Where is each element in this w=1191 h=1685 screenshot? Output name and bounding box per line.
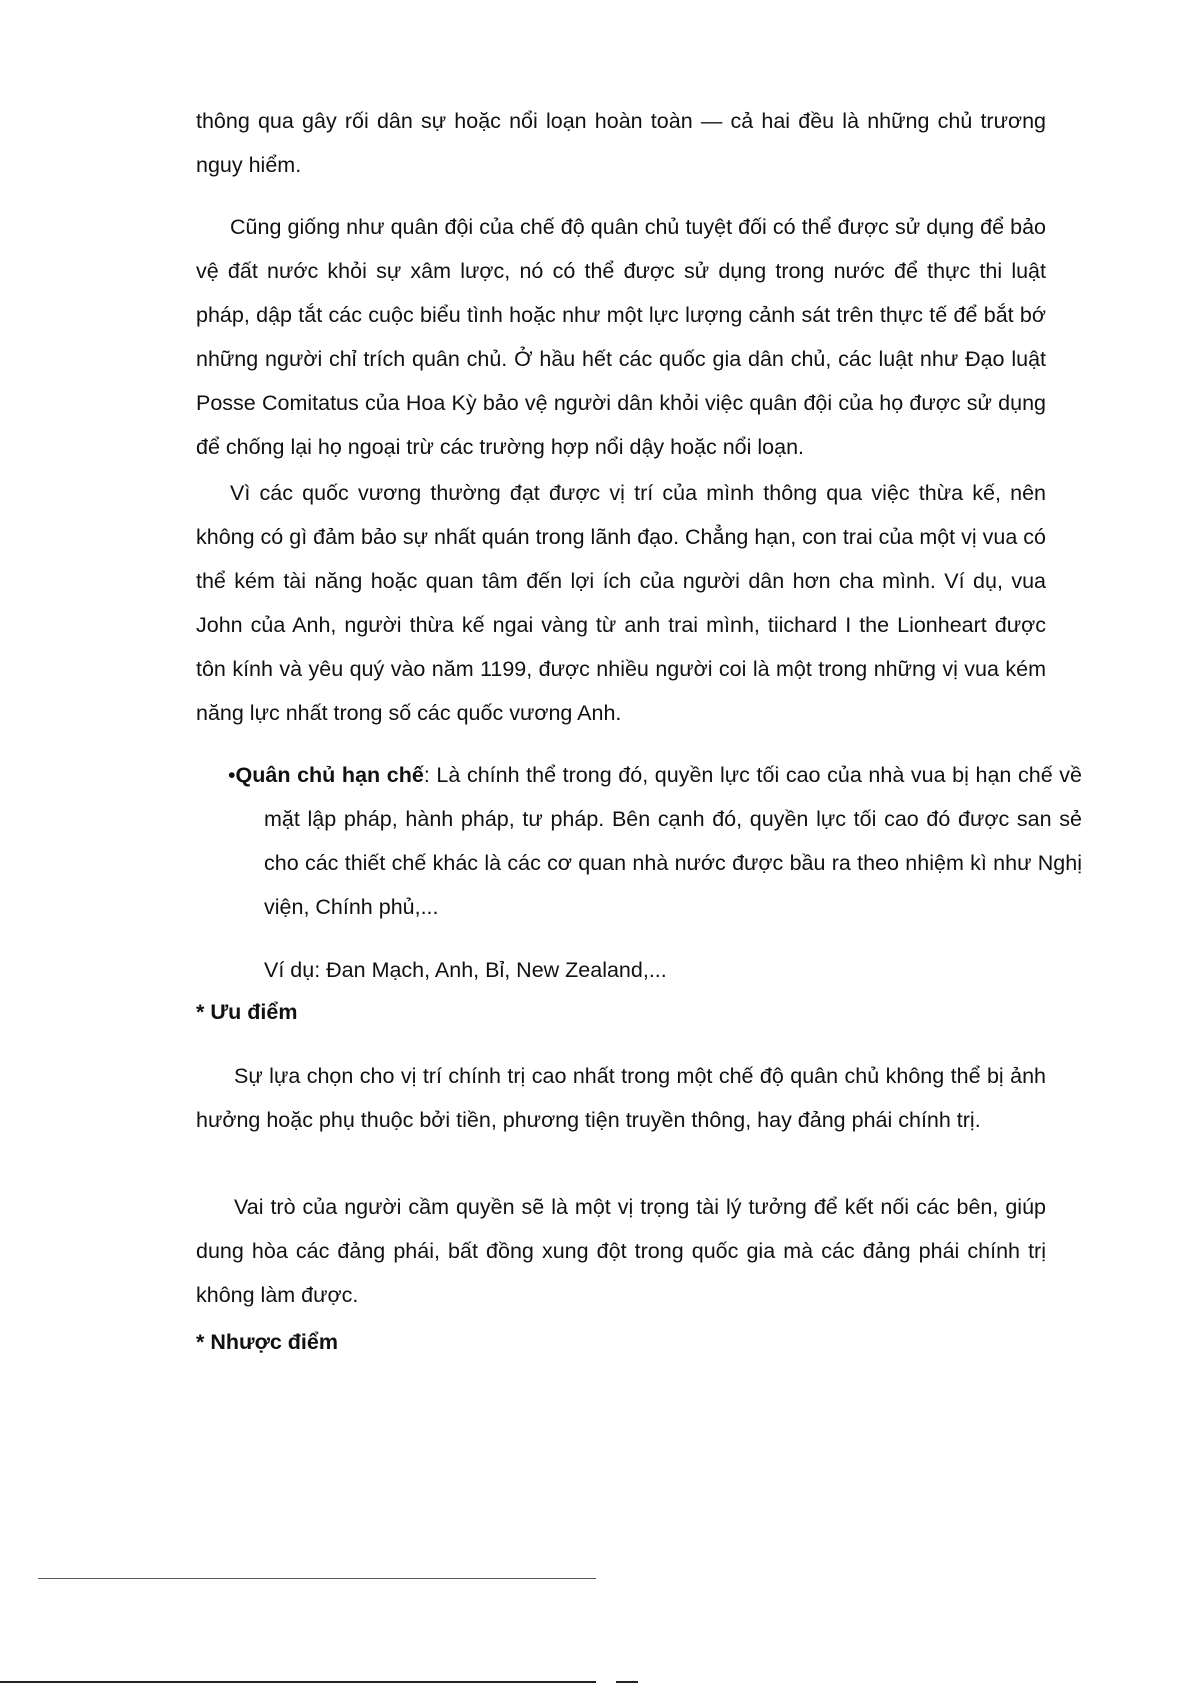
page-bottom-mark	[616, 1681, 638, 1683]
paragraph-advantage-arbiter: Vai trò của người cầm quyền sẽ là một vị trọng tài lý tưởng để kết nối các bên, giúp dung hòa các đảng phái, bất đồng xung đột trong quốc gia mà các đảng phái chính trị không làm được.	[196, 1195, 1046, 1307]
example-countries: Ví dụ: Đan Mạch, Anh, Bỉ, New Zealand,...	[264, 958, 667, 982]
bullet-marker: •	[228, 763, 236, 787]
paragraph-hereditary-succession: Vì các quốc vương thường đạt được vị trí của mình thông qua việc thừa kế, nên không có gì đảm bảo sự nhất quán trong lãnh đạo. Chẳng hạn, con trai của một vị vua có thể kém tài năng hoặc quan tâm đến lợi ích của người dân hơn cha mình. Ví dụ, vua John của Anh, người thừa kế ngai vàng từ anh trai mình, tiichard I the Lionheart được tôn kính và yêu quý vào năm 1199, được nhiều người coi là một trong những vị vua kém năng lực nhất trong số các quốc vương Anh.	[196, 481, 1046, 725]
paragraph-advantage-selection: Sự lựa chọn cho vị trí chính trị cao nhất trong một chế độ quân chủ không thể bị ảnh hưởng hoặc phụ thuộc bởi tiền, phương tiện truyền thông, hay đảng phái chính trị.	[196, 1064, 1046, 1132]
page-bottom-divider	[0, 1681, 596, 1683]
disadvantages-heading: * Nhược điểm	[196, 1330, 338, 1354]
bullet-text: : Là chính thể trong đó, quyền lực tối cao của nhà vua bị hạn chế về mặt lập pháp, hành pháp, tư pháp. Bên cạnh đó, quyền lực tối cao đó được san sẻ cho các thiết chế khác là các cơ quan nhà nước được bầu ra theo nhiệm kì như Nghị viện, Chính phủ,...	[264, 763, 1082, 919]
bullet-term: Quân chủ hạn chế	[235, 763, 424, 787]
bullet-limited-monarchy	[228, 753, 1082, 929]
paragraph-absolute-monarchy-military: Cũng giống như quân đội của chế độ quân chủ tuyệt đối có thể được sử dụng để bảo vệ đất nước khỏi sự xâm lược, nó có thể được sử dụng trong nước để thực thi luật pháp, dập tắt các cuộc biểu tình hoặc như một lực lượng cảnh sát trên thực tế để bắt bớ những người chỉ trích quân chủ. Ở hầu hết các quốc gia dân chủ, các luật như Đạo luật Posse Comitatus của Hoa Kỳ bảo vệ người dân khỏi việc quân đội của họ được sử dụng để chống lại họ ngoại trừ các trường hợp nổi dậy hoặc nổi loạn.	[196, 215, 1046, 459]
advantages-heading: * Ưu điểm	[196, 1000, 298, 1024]
footnote-divider	[38, 1578, 596, 1579]
paragraph-continuation: thông qua gây rối dân sự hoặc nổi loạn hoàn toàn — cả hai đều là những chủ trương nguy hiểm.	[196, 109, 1046, 177]
